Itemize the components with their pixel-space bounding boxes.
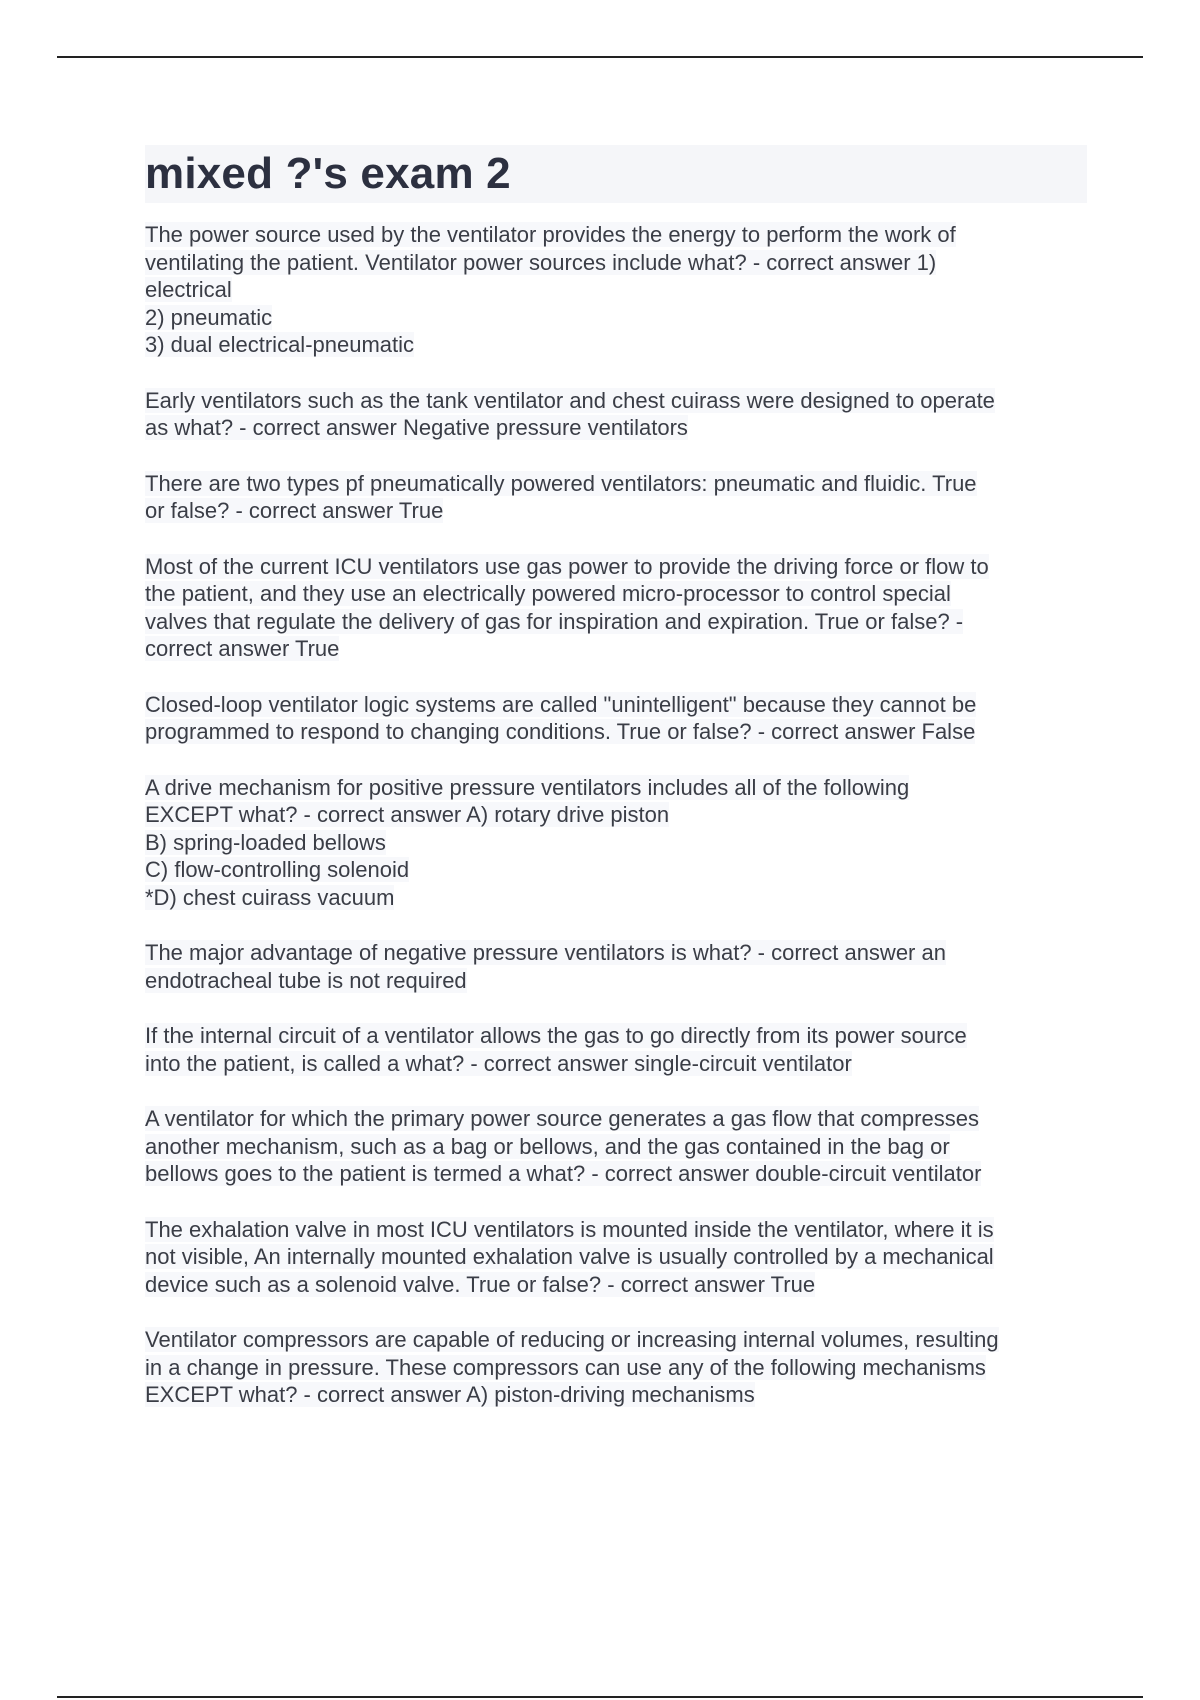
qa-text-line bbox=[145, 635, 1087, 663]
qa-line-text: endotracheal tube is not required bbox=[145, 967, 467, 993]
qa-line-text: Closed-loop ventilator logic systems are called "unintelligent" because they cannot be bbox=[145, 691, 977, 717]
qa-text-line bbox=[145, 884, 1087, 912]
question-answer-item bbox=[145, 691, 1087, 746]
qa-text-line bbox=[145, 497, 1087, 525]
question-answer-item bbox=[145, 774, 1087, 912]
qa-text-line bbox=[145, 414, 1087, 442]
qa-text-line bbox=[145, 1022, 1087, 1050]
qa-text-line bbox=[145, 829, 1087, 857]
qa-text-line bbox=[145, 331, 1087, 359]
qa-line-text: Most of the current ICU ventilators use gas power to provide the driving force or flow to bbox=[145, 553, 989, 579]
qa-line-text: A drive mechanism for positive pressure ventilators includes all of the following bbox=[145, 774, 910, 800]
qa-line-text: as what? - correct answer Negative pressure ventilators bbox=[145, 415, 688, 440]
qa-line-text: device such as a solenoid valve. True or false? - correct answer True bbox=[145, 1271, 816, 1297]
qa-line-text: EXCEPT what? - correct answer A) rotary drive piston bbox=[145, 802, 670, 827]
question-answer-item bbox=[145, 1216, 1087, 1299]
qa-line-text: Ventilator compressors are capable of reducing or increasing internal volumes, resulting bbox=[145, 1327, 999, 1352]
qa-line-text: 2) pneumatic bbox=[145, 304, 273, 330]
qa-text-line bbox=[145, 1216, 1087, 1244]
qa-line-text: into the patient, is called a what? - correct answer single-circuit ventilator bbox=[145, 1050, 852, 1076]
qa-line-text: There are two types pf pneumatically powered ventilators: pneumatic and fluidic. True bbox=[145, 470, 977, 496]
qa-text-line bbox=[145, 801, 1087, 829]
qa-text-line bbox=[145, 856, 1087, 884]
qa-text-line bbox=[145, 718, 1087, 746]
qa-line-text: bellows goes to the patient is termed a what? - correct answer double-circuit ventilator bbox=[145, 1161, 982, 1186]
qa-line-text: correct answer True bbox=[145, 636, 340, 661]
qa-text-line bbox=[145, 1354, 1087, 1382]
qa-line-text: B) spring-loaded bellows bbox=[145, 829, 386, 855]
qa-line-text: not visible, An internally mounted exhalation valve is usually controlled by a mechanical bbox=[145, 1244, 994, 1269]
qa-line-text: *D) chest cuirass vacuum bbox=[145, 884, 395, 910]
question-answer-item bbox=[145, 1105, 1087, 1188]
page-bottom-rule bbox=[57, 1696, 1143, 1698]
title-band bbox=[145, 145, 1087, 203]
qa-line-text: The major advantage of negative pressure ventilators is what? - correct answer an bbox=[145, 940, 946, 965]
qa-line-text: valves that regulate the delivery of gas for inspiration and expiration. True or false? - bbox=[145, 608, 964, 634]
qa-line-text: or false? - correct answer True bbox=[145, 498, 444, 523]
qa-line-text: Early ventilators such as the tank ventilator and chest cuirass were designed to operate bbox=[145, 387, 995, 413]
question-answer-item bbox=[145, 939, 1087, 994]
qa-line-text: 3) dual electrical-pneumatic bbox=[145, 332, 415, 357]
question-answer-item bbox=[145, 387, 1087, 442]
document-title: mixed ?'s exam 2 bbox=[145, 149, 511, 198]
qa-text-line bbox=[145, 470, 1087, 498]
qa-line-text: in a change in pressure. These compressors can use any of the following mechanisms bbox=[145, 1354, 986, 1380]
qa-text-line bbox=[145, 1243, 1087, 1271]
qa-text-line bbox=[145, 304, 1087, 332]
qa-text-line bbox=[145, 1105, 1087, 1133]
qa-line-text: another mechanism, such as a bag or bellows, and the gas contained in the bag or bbox=[145, 1133, 950, 1159]
qa-line-text: If the internal circuit of a ventilator allows the gas to go directly from its power source bbox=[145, 1023, 967, 1048]
qa-text-line bbox=[145, 1381, 1087, 1409]
qa-line-text: The exhalation valve in most ICU ventilators is mounted inside the ventilator, where it is bbox=[145, 1216, 994, 1242]
question-answer-item bbox=[145, 1022, 1087, 1077]
qa-text-line bbox=[145, 387, 1087, 415]
qa-text-line bbox=[145, 1326, 1087, 1354]
qa-text-line bbox=[145, 580, 1087, 608]
qa-text-line bbox=[145, 691, 1087, 719]
document-body bbox=[145, 145, 1087, 1437]
qa-text-line bbox=[145, 1271, 1087, 1299]
qa-line-text: the patient, and they use an electrically powered micro-processor to control special bbox=[145, 581, 951, 606]
qa-line-text: EXCEPT what? - correct answer A) piston-driving mechanisms bbox=[145, 1382, 755, 1407]
qa-text-line bbox=[145, 774, 1087, 802]
question-answer-item bbox=[145, 1326, 1087, 1409]
qa-line-text: A ventilator for which the primary power source generates a gas flow that compresses bbox=[145, 1106, 979, 1131]
qa-line-text: C) flow-controlling solenoid bbox=[145, 857, 410, 882]
qa-text-line bbox=[145, 1050, 1087, 1078]
qa-text-line bbox=[145, 1160, 1087, 1188]
qa-text-line bbox=[145, 939, 1087, 967]
qa-text-line bbox=[145, 276, 1087, 304]
qa-line-text: The power source used by the ventilator provides the energy to perform the work of bbox=[145, 222, 956, 247]
qa-text-line bbox=[145, 553, 1087, 581]
qa-text-line bbox=[145, 608, 1087, 636]
qa-text-line bbox=[145, 967, 1087, 995]
question-list bbox=[145, 221, 1087, 1409]
question-answer-item bbox=[145, 553, 1087, 663]
qa-line-text: ventilating the patient. Ventilator power sources include what? - correct answer 1) bbox=[145, 249, 937, 275]
qa-text-line bbox=[145, 249, 1087, 277]
qa-line-text: electrical bbox=[145, 277, 232, 302]
question-answer-item bbox=[145, 221, 1087, 359]
qa-line-text: programmed to respond to changing conditions. True or false? - correct answer False bbox=[145, 719, 976, 744]
page-top-rule bbox=[57, 56, 1143, 58]
qa-text-line bbox=[145, 221, 1087, 249]
question-answer-item bbox=[145, 470, 1087, 525]
qa-text-line bbox=[145, 1133, 1087, 1161]
